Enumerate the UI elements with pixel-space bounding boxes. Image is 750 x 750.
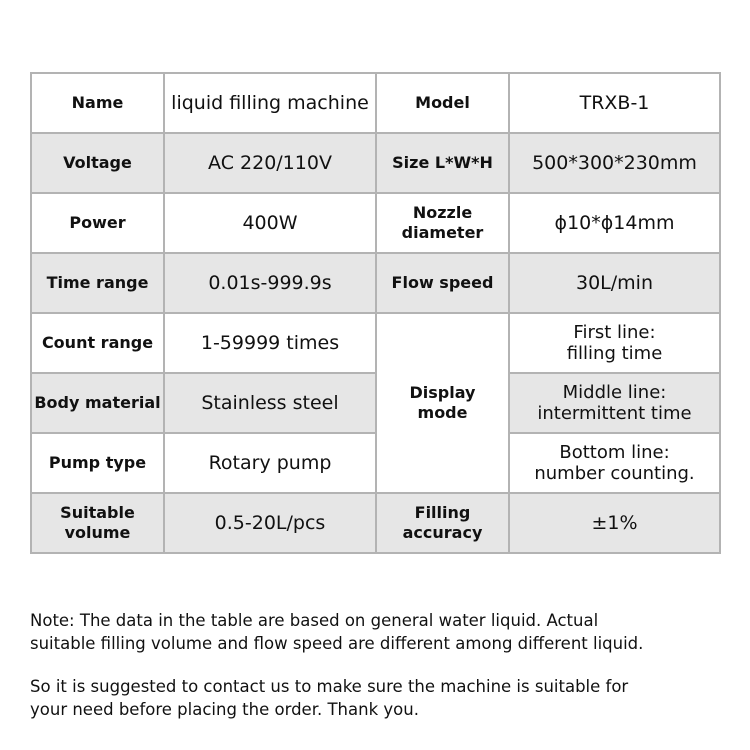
table-row — [31, 253, 720, 313]
note-line: Note: The data in the table are based on general water liquid. Actual — [30, 611, 599, 630]
power-value: 400W — [164, 193, 376, 253]
display-bottom-line — [509, 433, 720, 493]
pump-type-label: Pump type — [31, 433, 164, 493]
table-row — [31, 193, 720, 253]
display-mode-line-2: mode — [417, 403, 468, 422]
middle-line-desc: intermittent time — [537, 403, 692, 424]
voltage-label: Voltage — [31, 133, 164, 193]
suitable-volume-line-2: volume — [64, 523, 131, 542]
body-material-label: Body material — [31, 373, 164, 433]
filling-accuracy-value: ±1% — [509, 493, 720, 553]
first-line-title: First line: — [573, 322, 656, 343]
time-range-value: 0.01s-999.9s — [164, 253, 376, 313]
first-line-desc: filling time — [566, 343, 663, 364]
table-row — [31, 313, 720, 373]
display-first-line — [509, 313, 720, 373]
body-material-value: Stainless steel — [164, 373, 376, 433]
note-line: So it is suggested to contact us to make sure the machine is suitable for — [30, 677, 629, 696]
name-label: Name — [31, 73, 164, 133]
count-range-value: 1-59999 times — [164, 313, 376, 373]
name-value: liquid filling machine — [164, 73, 376, 133]
time-range-label: Time range — [31, 253, 164, 313]
filling-accuracy-line-1: Filling — [414, 503, 471, 522]
table-row — [31, 133, 720, 193]
table-row — [31, 73, 720, 133]
model-value: TRXB-1 — [509, 73, 720, 133]
count-range-label: Count range — [31, 313, 164, 373]
table-row — [31, 493, 720, 553]
note-line: your need before placing the order. Thank you. — [30, 700, 419, 719]
filling-accuracy-label — [376, 493, 509, 553]
voltage-value: AC 220/110V — [164, 133, 376, 193]
suitable-volume-value: 0.5-20L/pcs — [164, 493, 376, 553]
flow-speed-label: Flow speed — [376, 253, 509, 313]
nozzle-label-line-2: diameter — [401, 223, 484, 242]
display-middle-line — [509, 373, 720, 433]
power-label: Power — [31, 193, 164, 253]
middle-line-title: Middle line: — [562, 382, 667, 403]
note-paragraph — [30, 609, 730, 655]
suitable-volume-label — [31, 493, 164, 553]
contact-paragraph — [30, 675, 730, 721]
nozzle-diameter-label — [376, 193, 509, 253]
model-label: Model — [376, 73, 509, 133]
bottom-line-desc: number counting. — [534, 463, 695, 484]
size-value: 500*300*230mm — [509, 133, 720, 193]
nozzle-diameter-value: ϕ10*ϕ14mm — [509, 193, 720, 253]
pump-type-value: Rotary pump — [164, 433, 376, 493]
table-row — [31, 373, 720, 433]
nozzle-label-line-1: Nozzle — [412, 203, 473, 222]
bottom-line-title: Bottom line: — [559, 442, 670, 463]
table-row — [31, 433, 720, 493]
note-line: suitable filling volume and flow speed are different among different liquid. — [30, 634, 644, 653]
flow-speed-value: 30L/min — [509, 253, 720, 313]
spec-table — [30, 72, 721, 554]
display-mode-label — [376, 313, 509, 493]
display-mode-line-1: Display — [409, 383, 476, 402]
suitable-volume-line-1: Suitable — [60, 503, 135, 522]
size-label: Size L*W*H — [376, 133, 509, 193]
filling-accuracy-line-2: accuracy — [402, 523, 483, 542]
